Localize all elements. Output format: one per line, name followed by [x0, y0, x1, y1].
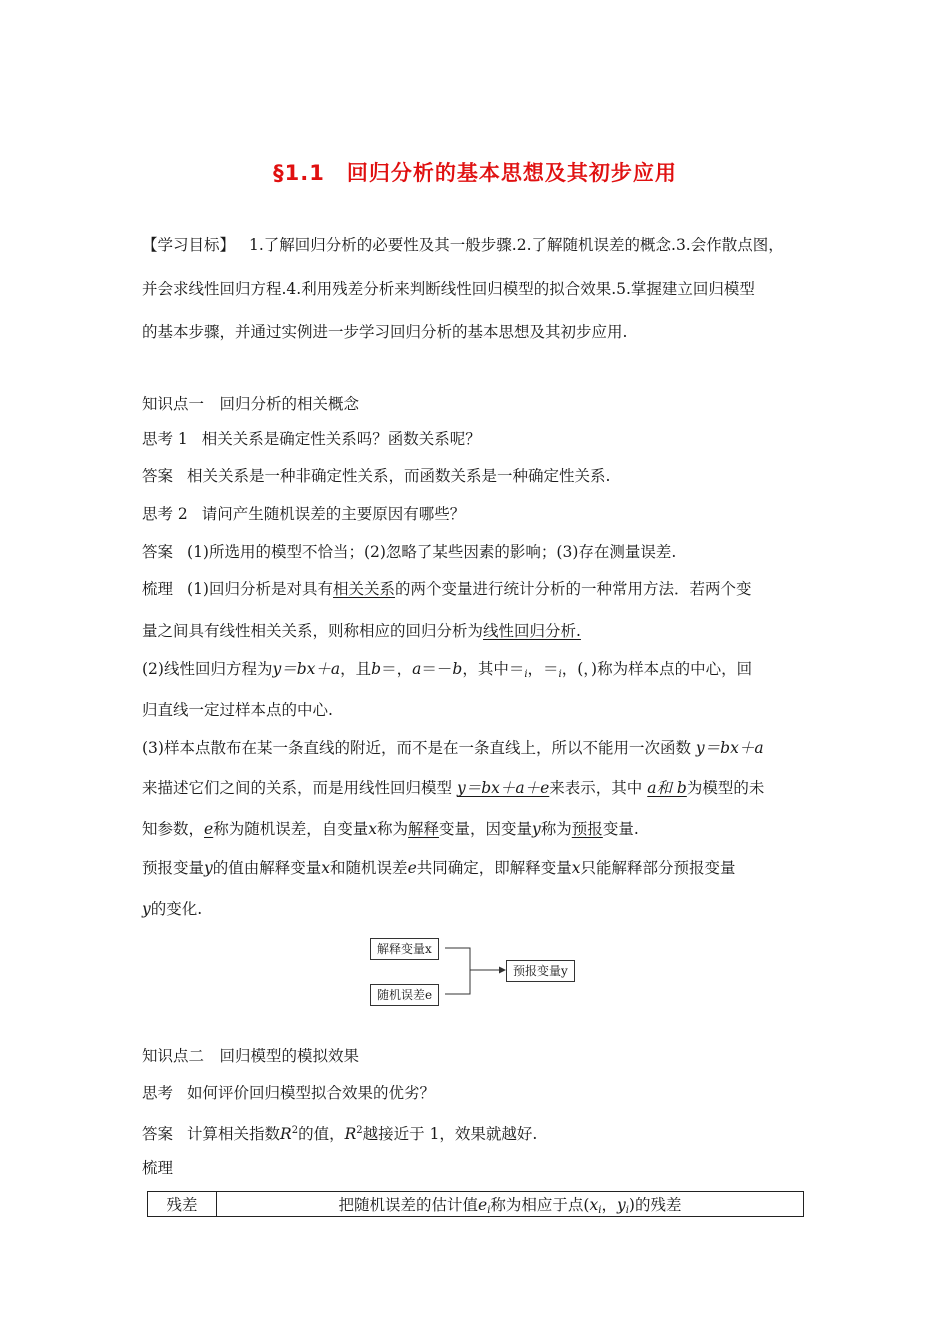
box-response-variable: 预报变量y [506, 960, 575, 982]
kp2-sort-label: 梳理 [142, 1159, 174, 1177]
table-row [148, 1192, 804, 1217]
kp1-think2: 思考 2 请问产生随机误差的主要原因有哪些？ [142, 505, 466, 523]
objectives-line-3: 的基本步骤，并通过实例进一步学习回归分析的基本思想及其初步应用. [142, 323, 628, 341]
kp1-p3-line-2: 来描述它们之间的关系，而是用线性回归模型 y＝bx＋a＋e来表示，其中 a和 b为模型的未 [142, 779, 765, 797]
term-linear-regression: 线性回归分析. [483, 622, 581, 640]
kp1-p3-line-1: (3)样本点散布在某一条直线的附近，而不是在一条直线上，所以不能用一次函数 y＝bx＋a [142, 739, 764, 757]
variable-diagram [370, 935, 585, 1010]
box-random-error: 随机误差e [370, 984, 439, 1006]
page-title: §1.1 回归分析的基本思想及其初步应用 [273, 161, 677, 185]
kp1-p4-line-1: 预报变量y的值由解释变量x和随机误差e共同确定，即解释变量x只能解释部分预报变量 [142, 859, 736, 877]
residual-definition: 把随机误差的估计值$e_i$称为相应于点($x_i$，$y_i$)的残差 [217, 1192, 804, 1217]
term-explanatory: 解释 [407, 820, 439, 838]
kp2-answer: 答案 计算相关指数$R^2$的值，$R^2$越接近于 1，效果就越好. [142, 1125, 538, 1143]
objectives-line-1: 【学习目标】 1.了解回归分析的必要性及其一般步骤.2.了解随机误差的概念.3.会作散点图， [142, 236, 784, 254]
kp1-heading: 知识点一 回归分析的相关概念 [142, 395, 360, 413]
kp1-sort-line-1: 梳理 (1)回归分析是对具有相关关系的两个变量进行统计分析的一种常用方法．若两个变 [142, 580, 752, 598]
kp1-p2-line-2: 归直线一定过样本点的中心. [142, 701, 333, 719]
params-a-b: a和 b [647, 779, 687, 797]
term-correlation: 相关关系 [332, 580, 395, 598]
kp1-p2-line-1: (2)线性回归方程为y＝bx＋a，且b＝，a＝－b，其中$=_i$，$=_i$，(，)称为样本点的中心，回 [142, 660, 753, 680]
kp1-sort-line-2: 量之间具有线性相关关系，则称相应的回归分析为线性回归分析. [142, 622, 581, 640]
objectives-tag: 【学习目标】 [142, 236, 236, 254]
residual-header: 残差 [148, 1192, 217, 1217]
box-explanatory-variable: 解释变量x [370, 938, 439, 960]
objectives-line-2: 并会求线性回归方程.4.利用残差分析来判断线性回归模型的拟合效果.5.掌握建立回归模型 [142, 280, 755, 298]
kp1-think1: 思考 1 相关关系是确定性关系吗？函数关系呢？ [142, 430, 481, 448]
kp1-answer1: 答案 相关关系是一种非确定性关系，而函数关系是一种确定性关系. [142, 467, 611, 485]
kp1-answer2: 答案 (1)所选用的模型不恰当；(2)忽略了某些因素的影响；(3)存在测量误差. [142, 543, 677, 561]
kp1-p3-line-3: 知参数，e称为随机误差，自变量x称为解释变量，因变量y称为预报变量. [142, 820, 639, 838]
residual-table [147, 1191, 804, 1217]
kp2-heading: 知识点二 回归模型的模拟效果 [142, 1047, 360, 1065]
kp2-think: 思考 如何评价回归模型拟合效果的优劣？ [142, 1084, 436, 1102]
term-response: 预报 [571, 820, 603, 838]
kp1-p4-line-2: y的变化. [142, 900, 203, 918]
regression-model: y＝bx＋a＋e [456, 779, 550, 797]
